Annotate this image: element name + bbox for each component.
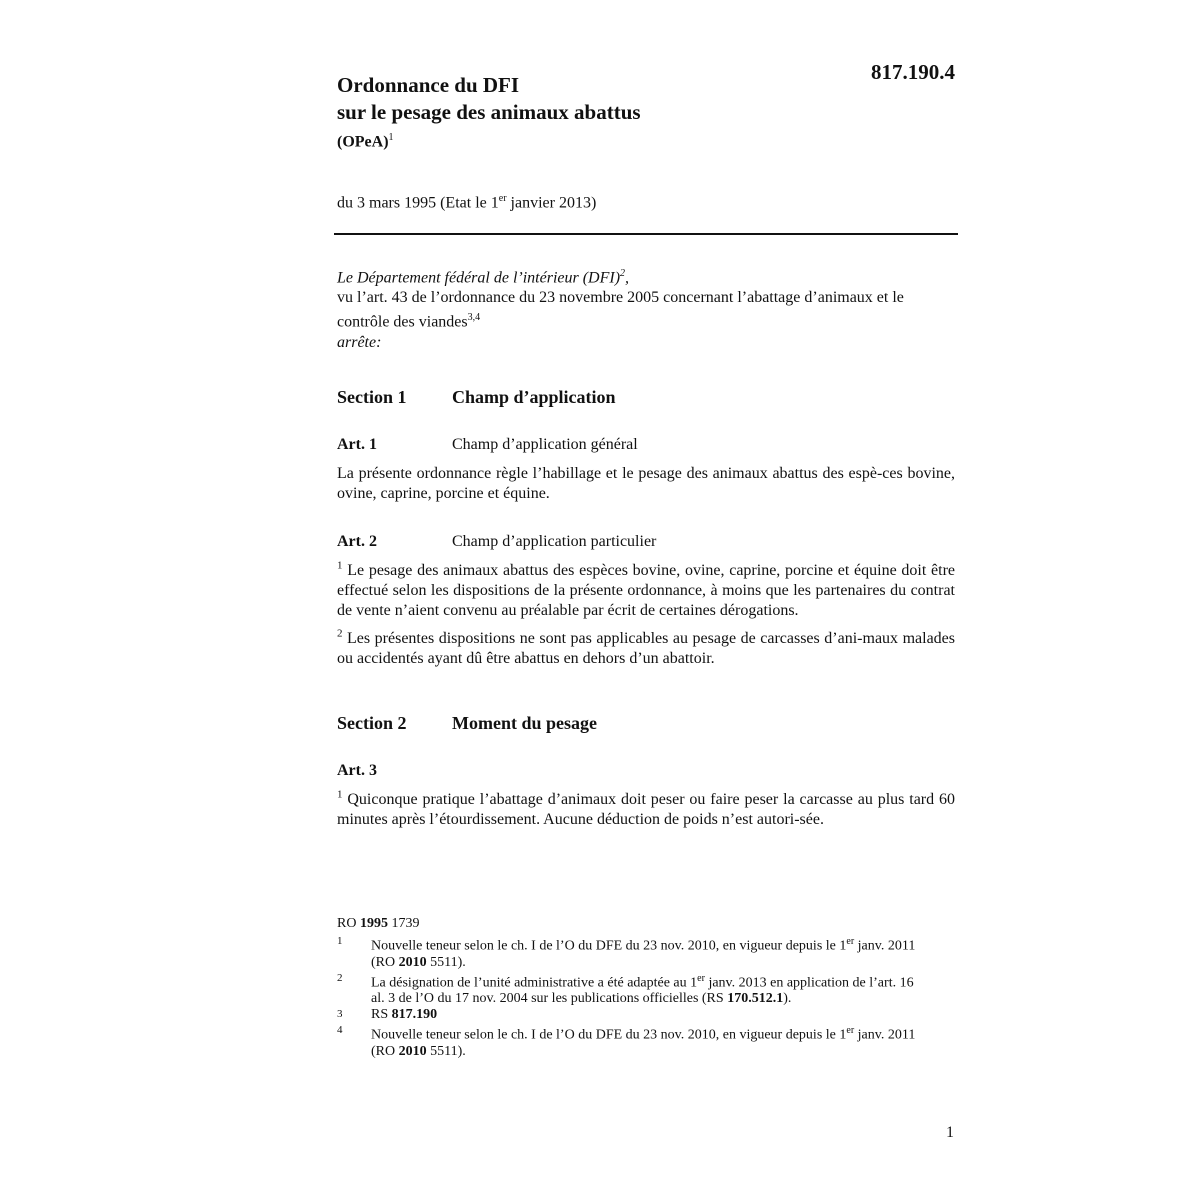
preamble (337, 264, 955, 353)
section-heading (337, 713, 955, 733)
page-number: 1 (946, 1124, 954, 1141)
article-paragraph (337, 629, 955, 669)
article-heading (337, 532, 955, 552)
preamble-authority (337, 264, 955, 288)
paragraph-number: 1 (337, 559, 343, 572)
article-paragraph (337, 790, 955, 830)
footnote-ref: 3,4 (467, 312, 481, 324)
article-title: Champ d’application particulier (452, 532, 657, 550)
section-title: Champ d’application (452, 386, 616, 407)
date-line (337, 193, 596, 212)
footnote-number: 4 (337, 1024, 343, 1037)
section-title: Moment du pesage (452, 712, 597, 733)
footnote (337, 1007, 917, 1023)
date-sup: er (498, 193, 507, 204)
paragraph-text: Quiconque pratique l’abattage d’animaux doit peser ou faire peser la carcasse au plus tard 60 minutes après l’étourdissement. Aucune déduction de poids n’est autori-sée. (337, 790, 955, 828)
paragraph-number: 2 (337, 627, 343, 640)
title-line-1: Ordonnance du DFI (337, 73, 520, 97)
footnote-number: 2 (337, 971, 343, 984)
basis-text: vu l’art. 43 de l’ordonnance du 23 novembre 2005 concernant l’abattage d’animaux et le contrôle des viandes (337, 289, 904, 331)
article-heading (337, 761, 955, 781)
abbreviation (337, 132, 877, 151)
date-text-end: janvier 2013) (506, 194, 597, 212)
article-heading (337, 435, 955, 455)
section-number: Section 2 (337, 712, 407, 733)
paragraph-text: Le pesage des animaux abattus des espèces bovine, ovine, caprine, porcine et équine doit être effectué selon les dispositions de la présente ordonnance, à moins que les partenaires du contrat de vente n’aient convenu au préalable par écrit de certaines dérogations. (337, 561, 955, 619)
abbreviation-text: (OPeA) (337, 133, 389, 151)
footnote-text: Nouvelle teneur selon le ch. I de l’O du DFE du 23 nov. 2010, en vigueur depuis le 1er janv. 2011 (RO 2010 5511). (371, 1025, 916, 1059)
footnote-ref: 2 (620, 268, 626, 279)
footnote-number: 1 (337, 935, 343, 947)
footnotes (337, 916, 917, 1060)
title-block (337, 72, 877, 151)
section-number: Section 1 (337, 386, 407, 407)
footnote-text: RS 817.190 (371, 1007, 438, 1023)
ro-year: 1995 (359, 916, 388, 931)
footnote-text: Nouvelle teneur selon le ch. I de l’O du DFE du 23 nov. 2010, en vigueur depuis le 1er janv. 2011 (RO 2010 5511). (371, 936, 916, 970)
footnote-text: La désignation de l’unité administrative a été adaptée au 1er janv. 2013 en application de l’art. 16 al. 3 de l’O du 17 nov. 2004 sur les publications officielles (RS 170.512.1). (371, 972, 914, 1007)
paragraph-text: Les présentes dispositions ne sont pas applicables au pesage de carcasses d’ani-maux malades ou accidentés ayant dû être abattus en dehors d’un abattoir. (337, 629, 955, 667)
article-title: Champ d’application général (452, 435, 638, 453)
sr-number: 817.190.4 (871, 60, 955, 84)
footnote (337, 971, 917, 1008)
authority-comma: , (625, 269, 630, 287)
authority-text: Le Département fédéral de l’intérieur (DFI) (337, 269, 621, 287)
title-line-2: sur le pesage des animaux abattus (337, 100, 641, 124)
date-text: du 3 mars 1995 (Etat le 1 (337, 194, 499, 212)
footnote (337, 1023, 917, 1060)
preamble-basis (337, 288, 955, 332)
article-paragraph (337, 561, 955, 621)
article-paragraph: La présente ordonnance règle l’habillage et le pesage des animaux abattus des espè-ces bovine, ovine, caprine, porcine et équine. (337, 464, 955, 502)
article-number: Art. 1 (337, 435, 377, 453)
footnote (337, 934, 917, 971)
section-heading (337, 387, 955, 407)
preamble-decree: arrête: (337, 333, 382, 351)
article-number: Art. 3 (337, 761, 377, 779)
ro-reference (337, 916, 917, 932)
main-content (337, 264, 955, 830)
ro-page: 1739 (387, 916, 420, 931)
article-number: Art. 2 (337, 532, 377, 550)
footnote-number: 3 (337, 1008, 343, 1021)
footnote-ref: 1 (388, 132, 394, 143)
paragraph-number: 1 (337, 788, 343, 801)
ro-prefix: RO (337, 916, 360, 931)
header-rule (334, 233, 958, 235)
